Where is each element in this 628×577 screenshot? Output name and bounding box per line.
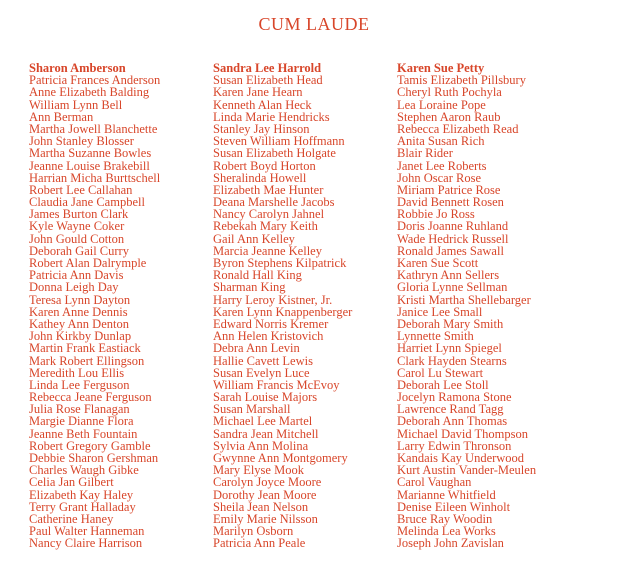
name-entry: Susan Marshall	[213, 402, 291, 417]
name-entry: Janet Lee Roberts	[397, 158, 487, 173]
name-entry: Martha Suzanne Bowles	[29, 146, 152, 161]
name-entry: Susan Elizabeth Head	[213, 73, 323, 88]
name-entry: Rebecca Elizabeth Read	[397, 121, 519, 136]
name-entry: Deborah Lee Stoll	[397, 377, 489, 392]
name-entry: Celia Jan Gilbert	[29, 475, 114, 490]
names-column-3	[397, 62, 536, 550]
name-entry: Byron Stephens Kilpatrick	[213, 256, 347, 270]
name-entry: David Bennett Rosen	[397, 195, 504, 210]
name-entry: Anita Susan Rich	[397, 134, 485, 149]
name-entry: Catherine Haney	[29, 511, 114, 526]
name-entry: Meredith Lou Ellis	[29, 365, 125, 380]
name-entry: Kristi Martha Shellebarger	[397, 292, 531, 307]
name-entry: James Burton Clark	[29, 207, 129, 222]
name-entry: Sandra Jean Mitchell	[213, 426, 319, 441]
name-entry: Anne Elizabeth Balding	[29, 85, 150, 100]
name-entry: Janice Lee Small	[397, 304, 483, 319]
name-entry: Rebecca Jeane Ferguson	[29, 390, 152, 405]
name-entry: Karen Sue Scott	[397, 256, 479, 270]
name-entry: Lawrence Rand Tagg	[397, 402, 504, 417]
name-entry: Sharman King	[213, 280, 286, 295]
name-entry: Gloria Lynne Sellman	[397, 280, 508, 295]
name-entry: Kathey Ann Denton	[29, 316, 129, 331]
name-entry: Donna Leigh Day	[29, 280, 119, 295]
name-entry: Tamis Elizabeth Pillsbury	[397, 73, 526, 88]
name-entry: Rebekah Mary Keith	[213, 219, 318, 234]
name-entry: Carol Vaughan	[397, 475, 472, 490]
name-entry: Gwynne Ann Montgomery	[213, 451, 348, 465]
name-entry: William Francis McEvoy	[213, 377, 340, 392]
name-entry: Deborah Ann Thomas	[397, 414, 508, 429]
name-entry: Ann Helen Kristovich	[213, 329, 324, 344]
name-entry: Carolyn Joyce Moore	[213, 475, 322, 490]
names-column-2	[213, 62, 352, 550]
name-entry: Kandais Kay Underwood	[397, 451, 525, 465]
name-entry: Nancy Carolyn Jahnel	[213, 207, 325, 222]
name-entry: Linda Lee Ferguson	[29, 377, 130, 392]
name-entry: Wade Hedrick Russell	[397, 231, 509, 246]
name-entry: John Gould Cotton	[29, 231, 125, 246]
name-entry: Teresa Lynn Dayton	[29, 292, 131, 307]
name-entry: Cheryl Ruth Pochyla	[397, 85, 502, 100]
name-entry: Charles Waugh Gibke	[29, 463, 139, 478]
name-entry: Nancy Claire Harrison	[29, 536, 143, 551]
name-entry: Terry Grant Halladay	[29, 499, 136, 514]
name-entry: Carol Lu Stewart	[397, 365, 484, 380]
name-entry: Lynnette Smith	[397, 329, 474, 344]
name-entry: Marilyn Osborn	[213, 524, 294, 539]
name-entry: Steven William Hoffmann	[213, 134, 345, 149]
name-entry: Karen Lynn Knappenberger	[213, 304, 353, 319]
name-entry: Deana Marshelle Jacobs	[213, 195, 335, 210]
name-entry: Jeanne Beth Fountain	[29, 426, 138, 441]
name-entry: Dorothy Jean Moore	[213, 487, 317, 502]
name-entry: Michael Lee Martel	[213, 414, 313, 429]
name-entry: Mark Robert Ellingson	[29, 353, 145, 368]
name-entry: Elizabeth Mae Hunter	[213, 182, 324, 197]
name-entry: Robert Boyd Horton	[213, 158, 316, 173]
name-entry: Patricia Ann Davis	[29, 268, 124, 283]
name-entry: William Lynn Bell	[29, 97, 123, 112]
names-column-1	[29, 62, 160, 550]
name-entry: Debra Ann Levin	[213, 341, 300, 356]
name-entry: Melinda Lea Works	[397, 524, 496, 539]
name-entry: Martha Jowell Blanchette	[29, 121, 158, 136]
name-entry: Karen Anne Dennis	[29, 304, 128, 319]
name-entry: Ronald James Sawall	[397, 243, 504, 258]
name-entry: Susan Evelyn Luce	[213, 365, 310, 380]
name-entry: Larry Edwin Thronson	[397, 438, 512, 453]
name-entry: Patricia Ann Peale	[213, 536, 306, 551]
name-entry: Hallie Cavett Lewis	[213, 353, 313, 368]
name-entry: Stephen Aaron Raub	[397, 109, 501, 124]
name-entry: Bruce Ray Woodin	[397, 511, 493, 526]
name-entry: Miriam Patrice Rose	[397, 182, 501, 197]
name-entry: Denise Eileen Winholt	[397, 499, 511, 514]
name-entry: Mary Elyse Mook	[213, 463, 304, 478]
name-entry: Claudia Jane Campbell	[29, 195, 145, 210]
name-entry: Patricia Frances Anderson	[29, 73, 161, 88]
name-entry: Martin Frank Eastiack	[29, 341, 141, 356]
name-entry: Deborah Mary Smith	[397, 316, 504, 331]
name-entry: John Stanley Blosser	[29, 134, 134, 149]
name-entry: Harry Leroy Kistner, Jr.	[213, 292, 333, 307]
name-entry: Joseph John Zavislan	[397, 536, 504, 551]
name-entry: Debbie Sharon Gershman	[29, 451, 159, 465]
name-entry: Lea Loraine Pope	[397, 97, 486, 112]
name-entry: Elizabeth Kay Haley	[29, 487, 134, 502]
name-entry: Paul Walter Hanneman	[29, 524, 145, 539]
name-entry: Marcia Jeanne Kelley	[213, 243, 322, 258]
name-entry: Harriet Lynn Spiegel	[397, 341, 502, 356]
name-entry: Julia Rose Flanagan	[29, 402, 130, 417]
name-entry: Susan Elizabeth Holgate	[213, 146, 336, 161]
page-title: CUM LAUDE	[258, 14, 370, 34]
name-entry: Jocelyn Ramona Stone	[397, 390, 512, 405]
name-entry: Kathryn Ann Sellers	[397, 268, 500, 283]
name-entry: Karen Sue Petty	[397, 61, 485, 75]
name-entry: Kenneth Alan Heck	[213, 97, 312, 112]
name-entry: Doris Joanne Ruhland	[397, 219, 509, 234]
name-entry: John Kirkby Dunlap	[29, 329, 132, 344]
name-entry: Emily Marie Nilsson	[213, 511, 318, 526]
name-entry: Deborah Gail Curry	[29, 243, 129, 258]
name-entry: Sylvia Ann Molina	[213, 438, 309, 453]
name-entry: Sarah Louise Majors	[213, 390, 318, 405]
name-entry: Gail Ann Kelley	[213, 231, 295, 246]
name-entry: Margie Dianne Flora	[29, 414, 134, 429]
name-entry: Sandra Lee Harrold	[213, 61, 322, 75]
name-entry: Kurt Austin Vander-Meulen	[397, 463, 537, 478]
name-entry: Sheila Jean Nelson	[213, 499, 309, 514]
name-entry: Robbie Jo Ross	[397, 207, 475, 222]
name-entry: Sharon Amberson	[29, 61, 126, 75]
name-entry: John Oscar Rose	[397, 170, 482, 185]
name-entry: Robert Gregory Gamble	[29, 438, 151, 453]
name-entry: Sheralinda Howell	[213, 170, 307, 185]
name-entry: Ann Berman	[29, 109, 94, 124]
name-entry: Kyle Wayne Coker	[29, 219, 125, 234]
name-entry: Clark Hayden Stearns	[397, 353, 507, 368]
name-entry: Harrian Micha Burttschell	[29, 170, 161, 185]
name-entry: Michael David Thompson	[397, 426, 528, 441]
name-entry: Edward Norris Kremer	[213, 316, 329, 331]
name-entry: Blair Rider	[397, 146, 453, 161]
name-entry: Stanley Jay Hinson	[213, 121, 310, 136]
name-entry: Linda Marie Hendricks	[213, 109, 330, 124]
name-entry: Ronald Hall King	[213, 268, 302, 283]
name-entry: Robert Alan Dalrymple	[29, 256, 147, 270]
name-entry: Jeanne Louise Brakebill	[29, 158, 150, 173]
name-entry: Karen Jane Hearn	[213, 85, 303, 100]
name-entry: Robert Lee Callahan	[29, 182, 133, 197]
name-entry: Marianne Whitfield	[397, 487, 496, 502]
